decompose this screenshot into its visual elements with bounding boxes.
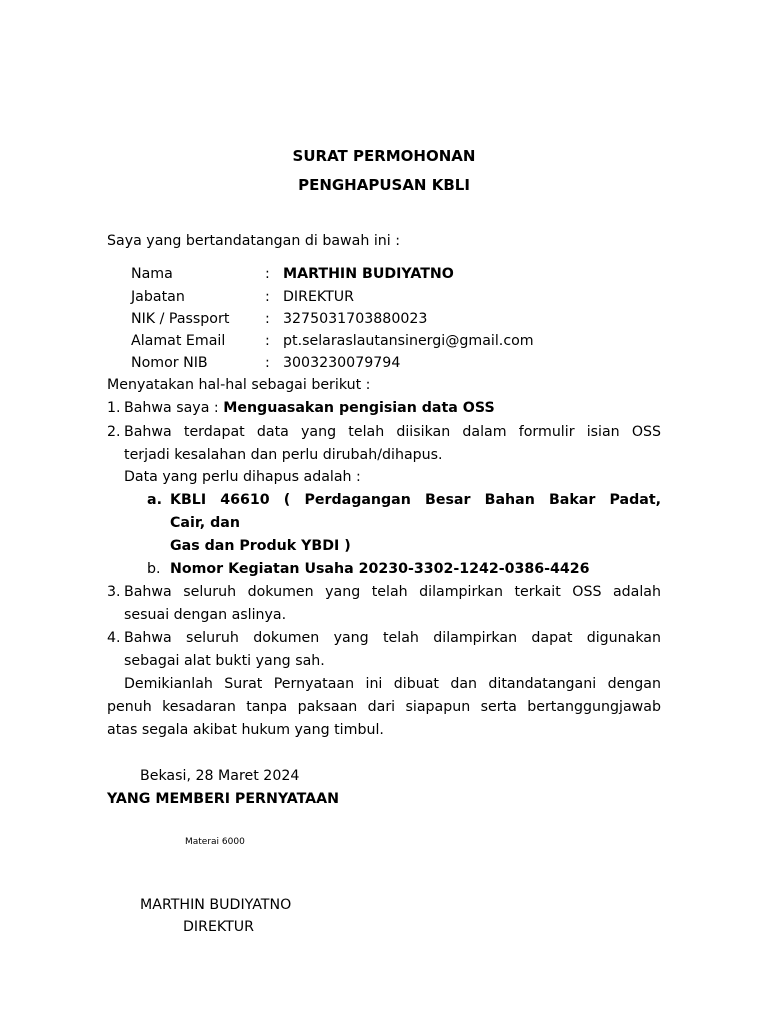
item-3-number: 3.: [107, 584, 121, 600]
sub-item-a-marker: a.: [147, 492, 162, 508]
identity-value: 3275031703880023: [283, 311, 428, 327]
identity-row-nib: [0, 355, 768, 375]
statement-intro: Menyatakan hal-hal sebagai berikut :: [107, 377, 371, 393]
item-2-line-1: Bahwa terdapat data yang telah diisikan dalam formulir isian OSS: [124, 424, 661, 440]
sub-item-b-text: Nomor Kegiatan Usaha 20230-3302-1242-0386-4426: [170, 561, 590, 577]
letter-subtitle: PENGHAPUSAN KBLI: [298, 176, 470, 194]
stamp-label: Materai 6000: [185, 837, 245, 847]
identity-row-email: [0, 333, 768, 353]
sub-item-a-line-1: KBLI 46610 ( Perdagangan Besar Bahan Bakar Padat,: [170, 492, 661, 508]
item-3-line-2: sesuai dengan aslinya.: [124, 607, 287, 623]
item-2-line-2: terjadi kesalahan dan perlu dirubah/dihapus.: [124, 447, 443, 463]
item-4-line-1: Bahwa seluruh dokumen yang telah dilampirkan dapat digunakan: [124, 630, 661, 646]
identity-value: 3003230079794: [283, 355, 401, 371]
closing-line-3: atas segala akibat hukum yang timbul.: [107, 722, 384, 738]
item-1-text: Bahwa saya :: [124, 400, 219, 416]
closing-line-2: penuh kesadaran tanpa paksaan dari siapapun serta bertanggungjawab: [107, 699, 661, 715]
item-1-bold-text: Menguasakan pengisian data OSS: [223, 400, 495, 416]
sub-item-a-line-3: Gas dan Produk YBDI ): [170, 538, 351, 554]
sub-item-b-marker: b.: [147, 561, 161, 577]
identity-colon: :: [265, 333, 270, 349]
identity-label: NIK / Passport: [131, 311, 230, 327]
intro-text: Saya yang bertandatangan di bawah ini :: [107, 233, 400, 249]
item-3-line-1: Bahwa seluruh dokumen yang telah dilampirkan terkait OSS adalah: [124, 584, 661, 600]
identity-value: pt.selaraslautansinergi@gmail.com: [283, 333, 534, 349]
identity-colon: :: [265, 355, 270, 371]
identity-label: Nomor NIB: [131, 355, 208, 371]
item-2-data-intro: Data yang perlu dihapus adalah :: [124, 469, 361, 485]
identity-row-position: [0, 289, 768, 309]
item-4-number: 4.: [107, 630, 121, 646]
identity-value: MARTHIN BUDIYATNO: [283, 266, 454, 282]
item-1-number: 1.: [107, 400, 121, 416]
signer-position: DIREKTUR: [183, 919, 255, 935]
closing-line-1: Demikianlah Surat Pernyataan ini dibuat dan ditandatangani dengan: [124, 676, 661, 692]
letter-title: SURAT PERMOHONAN: [292, 147, 476, 165]
signature-heading: YANG MEMBERI PERNYATAAN: [107, 791, 340, 807]
place-date: Bekasi, 28 Maret 2024: [140, 768, 300, 784]
identity-row-nik: [0, 311, 768, 331]
identity-label: Alamat Email: [131, 333, 226, 349]
identity-label: Nama: [131, 266, 173, 282]
sub-item-a-line-2: Cair, dan: [170, 515, 240, 531]
signer-name: MARTHIN BUDIYATNO: [140, 897, 292, 913]
identity-colon: :: [265, 289, 270, 305]
identity-colon: :: [265, 266, 270, 282]
identity-label: Jabatan: [131, 289, 185, 305]
identity-value: DIREKTUR: [283, 289, 355, 305]
item-4-line-2: sebagai alat bukti yang sah.: [124, 653, 325, 669]
item-1: [124, 400, 495, 416]
identity-colon: :: [265, 311, 270, 327]
identity-row-name: [0, 266, 768, 286]
item-2-number: 2.: [107, 424, 121, 440]
